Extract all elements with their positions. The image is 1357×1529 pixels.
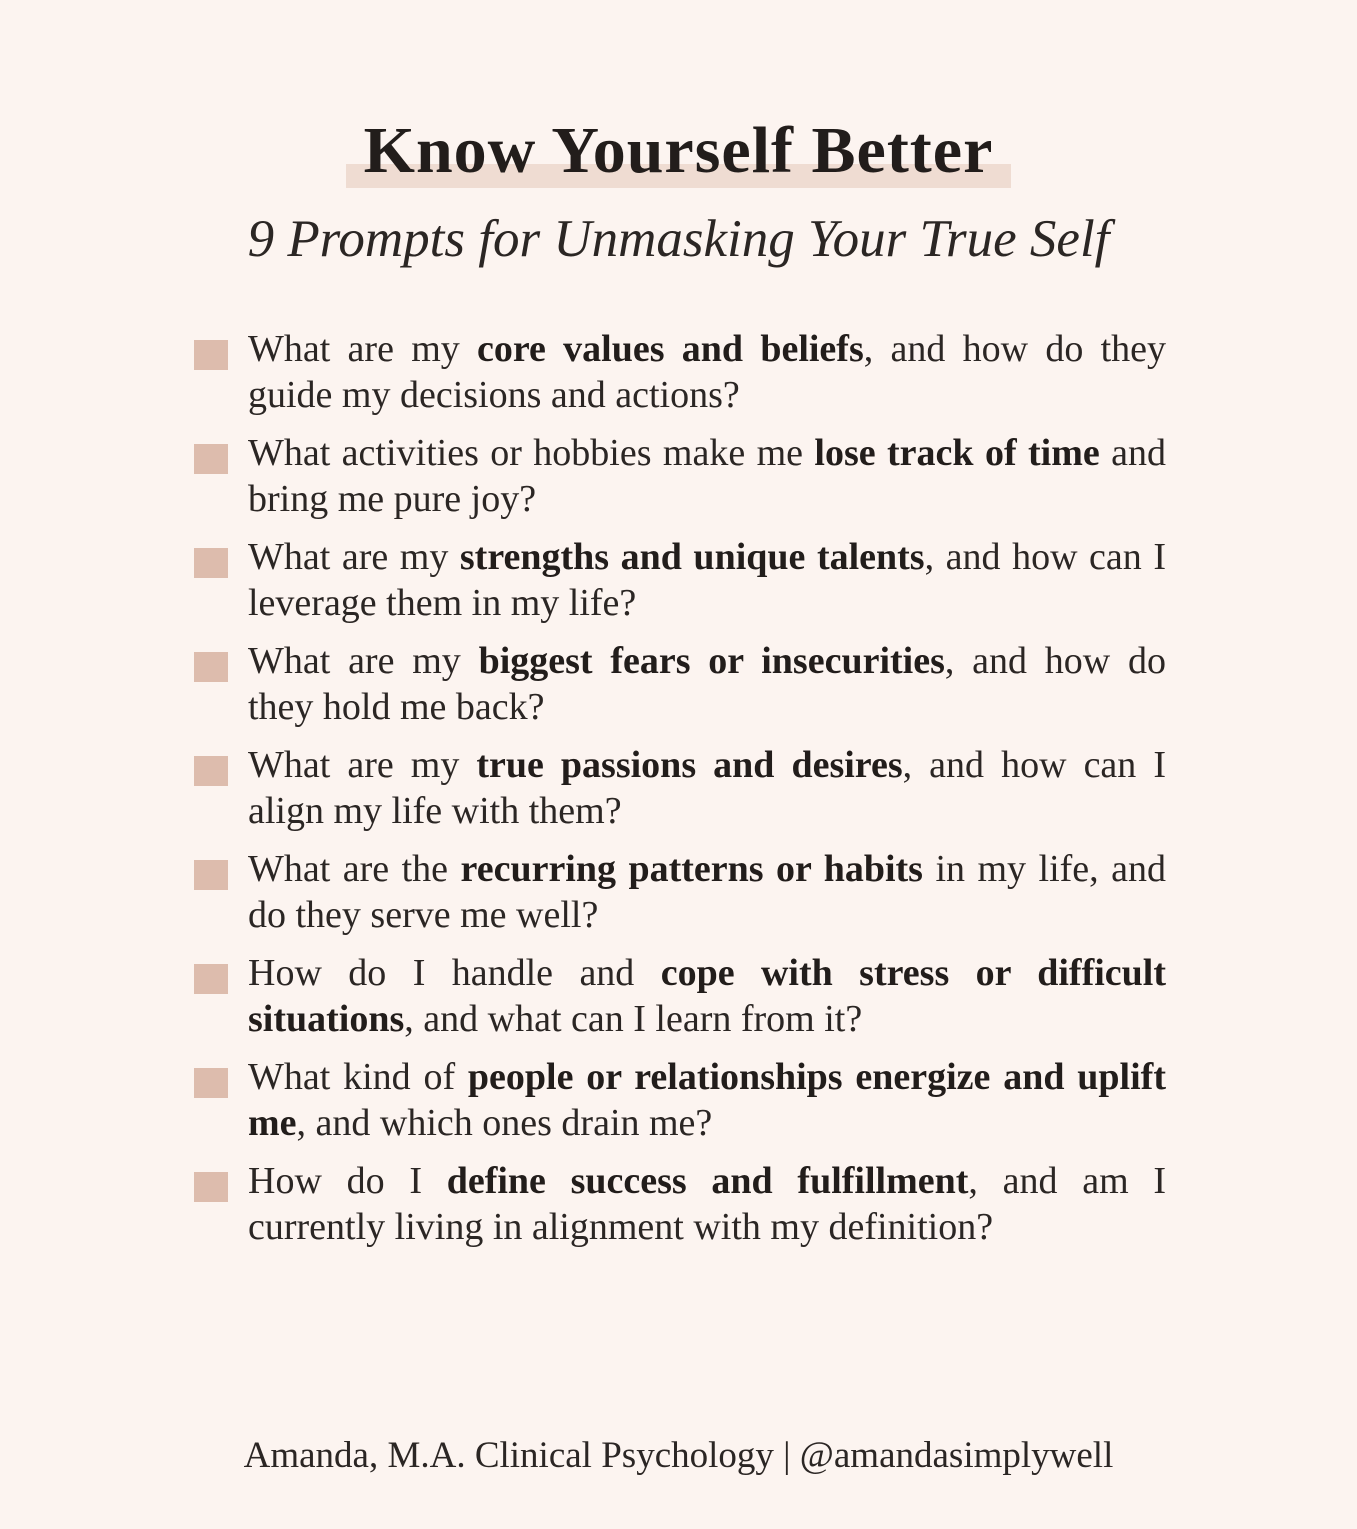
prompt-text-plain: What are my — [248, 328, 478, 370]
prompt-text-plain: What are my — [248, 640, 479, 682]
prompt-text-emphasis: recurring patterns or habits — [460, 848, 923, 890]
prompt-text-emphasis: true passions and desires — [476, 744, 903, 786]
prompt-text-plain: , and how do they guide my decisions and actions? — [248, 328, 1167, 416]
prompt-text-plain: What are my — [248, 744, 477, 786]
page-title-text: Know Yourself Better — [363, 114, 994, 187]
prompt-item — [194, 430, 1166, 534]
prompt-item — [194, 846, 1166, 950]
title-block — [0, 112, 1357, 190]
prompt-text-plain: , and how can I leverage them in my life? — [248, 536, 1166, 624]
prompt-text — [248, 326, 1166, 418]
prompt-text-plain: What activities or hobbies make me — [248, 432, 815, 474]
prompt-text-plain: How do I — [248, 1160, 447, 1202]
prompt-text-emphasis: core values and beliefs — [477, 328, 864, 370]
prompt-text-plain: What kind of — [248, 1056, 468, 1098]
prompt-text — [248, 638, 1166, 730]
square-bullet-icon — [194, 1172, 228, 1202]
prompt-text — [248, 1054, 1166, 1146]
prompt-text-emphasis: people or relationships energize and uplift me — [248, 1056, 1166, 1144]
square-bullet-icon — [194, 860, 228, 890]
prompt-text-plain: , and what can I learn from it? — [404, 998, 863, 1040]
prompt-text-emphasis: define success and fulfillment — [446, 1160, 969, 1202]
square-bullet-icon — [194, 964, 228, 994]
prompt-text-plain: What are my — [248, 536, 460, 578]
author-credit: Amanda, M.A. Clinical Psychology | @amandasimplywell — [243, 1435, 1114, 1476]
prompt-item — [194, 742, 1166, 846]
prompt-text — [248, 950, 1166, 1042]
prompt-item — [194, 950, 1166, 1054]
prompt-text — [248, 430, 1166, 522]
prompt-text-emphasis: lose track of time — [814, 432, 1100, 474]
prompt-text-plain: , and which ones drain me? — [296, 1102, 713, 1144]
square-bullet-icon — [194, 652, 228, 682]
square-bullet-icon — [194, 548, 228, 578]
prompt-text-plain: , and how can I align my life with them? — [248, 744, 1166, 832]
prompt-item — [194, 534, 1166, 638]
square-bullet-icon — [194, 756, 228, 786]
square-bullet-icon — [194, 444, 228, 474]
prompt-text-plain: , and how do they hold me back? — [248, 640, 1167, 728]
prompt-text-emphasis: cope with stress or difficult situations — [248, 952, 1166, 1040]
square-bullet-icon — [194, 340, 228, 370]
prompt-text-emphasis: strengths and unique talents — [459, 536, 925, 578]
prompt-item — [194, 1158, 1166, 1262]
prompt-text — [248, 534, 1166, 626]
prompt-text — [248, 1158, 1166, 1250]
prompt-text — [248, 742, 1166, 834]
prompt-text-emphasis: biggest fears or insecurities — [478, 640, 945, 682]
prompt-text-plain: What are the — [248, 848, 461, 890]
prompt-text-plain: and bring me pure joy? — [248, 432, 1166, 520]
page-subtitle: 9 Prompts for Unmasking Your True Self — [247, 210, 1110, 268]
prompt-text-plain: in my life, and do they serve me well? — [248, 848, 1167, 936]
square-bullet-icon — [194, 1068, 228, 1098]
prompt-list — [194, 326, 1166, 1262]
prompt-text-plain: How do I handle and — [248, 952, 661, 994]
prompt-text — [248, 846, 1166, 938]
prompt-item — [194, 1054, 1166, 1158]
page-title — [354, 112, 1004, 190]
prompt-text-plain: , and am I currently living in alignment with my definition? — [248, 1160, 1166, 1248]
prompt-item — [194, 638, 1166, 742]
prompt-item — [194, 326, 1166, 430]
